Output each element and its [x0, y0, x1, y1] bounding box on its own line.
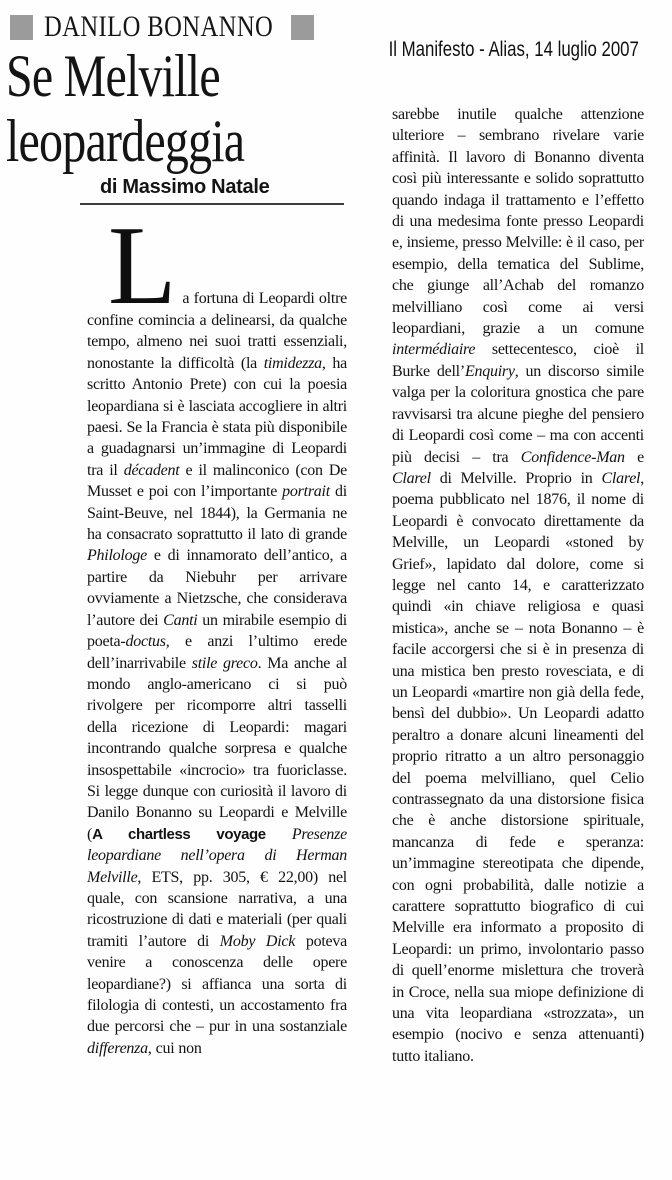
byline: di Massimo Natale	[100, 176, 270, 198]
article-text-right: sarebbe inutile qualche attenzione ulteriore – sembrano rivelare varie affinità. Il lavoro di Bonanno diventa così più interessante e solido soprattutto quando indaga il trattamento e l’effetto di una medesima fonte presso Leopardi e, insieme, presso Melville: è il caso, per esempio, della tematica del Sublime, che giunge all’Achab del romanzo melvilliano così come ai versi leopardiani, grazie a un comune intermédiaire settecentesco, cioè il Burke dell’Enquiry, un discorso simile valga per la coloritura gnostica che pare ravvisarsi tra alcune pieghe del pensiero di Leopardi così come – ma con accenti più decisi – tra Confidence-Man e Clarel di Melville. Proprio in Clarel, poema pubblicato nel 1876, il nome di Leopardi è convocato direttamente da Melville, un Leopardi «stoned by Grief», lapidato dal dolore, come si legge nel canto 14, e caratterizzato quindi «in chiave religiosa e quasi mistica», anche se – nota Bonanno – è facile accorgersi che si è in presenza di una mistica ben presto rovesciata, e di un Leopardi «martire non già della fede, bensì del dubbio». Un Leopardi adatto peraltro a donare alcuni lineamenti del proprio ritratto a un altro personaggio del poema melvilliano, quel Celio contrassegnato da una distorsione fisica che è anche distorsione spirituale, mancanza di fede e speranza: un’immagine stereotipata che dipende, con ogni probabilità, dalle notizie a carattere soprattutto biografico di cui Melville era informato a proposito di Leopardi: un primo, involontario passo di quell’enorme mislettura che troverà in Croce, nella sua miope definizione di una vita leopardiana «strozzata», un esempio (nocivo e senza attenuanti) tutto italiano.	[392, 106, 644, 1065]
article-column-left	[87, 222, 347, 1180]
headline: Se Melville leopardeggia	[6, 43, 245, 174]
article-column-right	[392, 104, 644, 1180]
kicker: DANILO BONANNO	[44, 10, 274, 43]
source-attribution: Il Manifesto - Alias, 14 luglio 2007	[388, 38, 639, 61]
article-text-left: a fortuna di Leopardi oltre confine comincia a delinearsi, da qualche tempo, almeno nei suoi tratti essenziali, nonostante la difficoltà (la timidezza, ha scritto Antonio Prete) con cui la poesia leopardiana si è lasciata accogliere in altri paesi. Se la Francia è stata più disponibile a guadagnarsi un’immagine di Leopardi tra il décadent e il malinconico (con De Musset e poi con l’importante portrait di Saint-Beuve, nel 1844), la Germania ne ha consacrato soprattutto il lato di grande Philologe e di innamorato dell’antico, a partire da Niebuhr per arrivare ovviamente a Nietzsche, che considerava l’autore dei Canti un mirabile esempio di poeta-doctus, e anzi l’ultimo erede dell’inarrivabile stile greco. Ma anche al mondo anglo-americano ci si può rivolgere per ricomporre altri tasselli della ricezione di Leopardi: magari incontrando qualche sorpresa e qualche insospettabile «incrocio» tra fuoriclasse. Si legge dunque con curiosità il lavoro di Danilo Bonanno su Leopardi e Melville (A chartless voyage Presenze leopardiane nell’opera di Herman Melville, ETS, pp. 305, € 22,00) nel quale, con scansione narrativa, a una ricostruzione di dati e materiali (per quali tramiti l’autore di Moby Dick poteva venire a conoscenza delle opere leopardiane?) si affianca una sorta di filologia di contesti, un accostamento fra due percorsi che – pur in una sostanziale differenza, cui non	[87, 290, 347, 1057]
drop-cap: L	[108, 222, 177, 328]
byline-block	[80, 176, 344, 205]
kicker-square-right-icon	[291, 15, 314, 40]
kicker-square-left-icon	[10, 15, 33, 40]
